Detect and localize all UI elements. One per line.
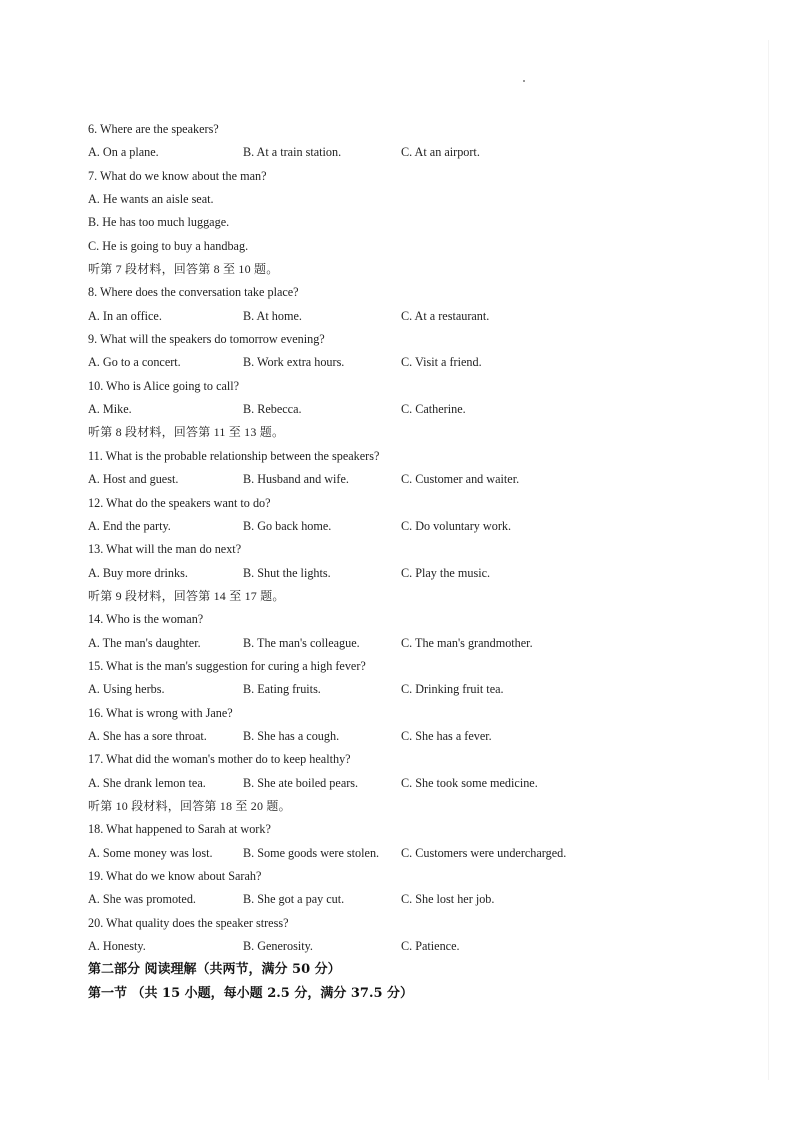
option-b: B. Some goods were stolen. — [243, 845, 380, 860]
answer-options-row — [88, 632, 768, 655]
option-a: A. She was promoted. — [88, 892, 196, 907]
question-line: 18. What happened to Sarah at work? — [88, 822, 271, 837]
listening-instruction: 听第 7 段材料，回答第 8 至 10 题。 — [88, 262, 279, 277]
answer-options-row — [88, 935, 768, 958]
option-c: C. The man's grandmother. — [401, 635, 533, 650]
option-c: C. Patience. — [401, 939, 460, 954]
answer-options-row — [88, 515, 768, 538]
option-b: B. At home. — [243, 308, 302, 323]
question-line: 16. What is wrong with Jane? — [88, 705, 233, 720]
question-line: 8. Where does the conversation take place? — [88, 285, 299, 300]
question-line: 14. Who is the woman? — [88, 612, 204, 627]
option-b: B. She ate boiled pears. — [243, 775, 359, 790]
page-edge-line — [768, 40, 769, 1080]
answer-options-row — [88, 842, 768, 865]
option-c: C. Customer and waiter. — [401, 472, 520, 487]
answer-options-row — [88, 888, 768, 911]
question-line: 11. What is the probable relationship between the speakers? — [88, 448, 380, 463]
option-b: B. Work extra hours. — [243, 355, 345, 370]
option-b: B. At a train station. — [243, 145, 342, 160]
option-a: A. She drank lemon tea. — [88, 775, 206, 790]
option-b: B. Shut the lights. — [243, 565, 331, 580]
answer-options-row — [88, 141, 768, 164]
option-c: C. She took some medicine. — [401, 775, 538, 790]
answer-options-row — [88, 725, 768, 748]
option-c: C. She lost her job. — [401, 892, 495, 907]
question-line: 7. What do we know about the man? — [88, 168, 267, 183]
section-heading: 第二部分 阅读理解（共两节，满分 50 分） — [88, 962, 341, 978]
option-b: B. The man's colleague. — [243, 635, 360, 650]
option-c: C. Do voluntary work. — [401, 518, 512, 533]
option-c: C. Catherine. — [401, 402, 466, 417]
answer-options-row — [88, 398, 768, 421]
option-b: B. Generosity. — [243, 939, 313, 954]
question-line: C. He is going to buy a handbag. — [88, 238, 249, 253]
option-c: C. Drinking fruit tea. — [401, 682, 504, 697]
option-a: A. Honesty. — [88, 939, 146, 954]
page-mark — [523, 80, 525, 82]
answer-options-row — [88, 562, 768, 585]
option-a: A. In an office. — [88, 308, 162, 323]
question-line: B. He has too much luggage. — [88, 215, 230, 230]
option-a: A. Mike. — [88, 402, 132, 417]
answer-options-row — [88, 772, 768, 795]
option-a: A. The man's daughter. — [88, 635, 201, 650]
option-c: C. She has a fever. — [401, 728, 492, 743]
option-c: C. At a restaurant. — [401, 308, 490, 323]
listening-instruction: 听第 8 段材料，回答第 11 至 13 题。 — [88, 425, 285, 440]
question-line: 15. What is the man's suggestion for curing a high fever? — [88, 658, 366, 673]
option-b: B. She has a cough. — [243, 728, 340, 743]
option-c: C. Customers were undercharged. — [401, 845, 567, 860]
option-a: A. Using herbs. — [88, 682, 165, 697]
option-a: A. Go to a concert. — [88, 355, 181, 370]
question-line: 13. What will the man do next? — [88, 542, 242, 557]
option-a: A. Some money was lost. — [88, 845, 213, 860]
option-c: C. Play the music. — [401, 565, 491, 580]
option-c: C. At an airport. — [401, 145, 480, 160]
section-heading: 第一节 （共 15 小题，每小题 2.5 分，满分 37.5 分） — [88, 985, 414, 1001]
question-line: A. He wants an aisle seat. — [88, 192, 214, 207]
exam-content — [88, 118, 768, 1005]
option-b: B. Go back home. — [243, 518, 332, 533]
option-a: A. Buy more drinks. — [88, 565, 188, 580]
question-line: 20. What quality does the speaker stress? — [88, 915, 289, 930]
question-line: 6. Where are the speakers? — [88, 122, 219, 136]
question-line: 12. What do the speakers want to do? — [88, 495, 271, 510]
question-line: 17. What did the woman's mother do to keep healthy? — [88, 752, 351, 767]
option-a: A. On a plane. — [88, 145, 159, 160]
answer-options-row — [88, 351, 768, 374]
option-a: A. She has a sore throat. — [88, 728, 207, 743]
option-a: A. Host and guest. — [88, 472, 179, 487]
answer-options-row — [88, 678, 768, 701]
answer-options-row — [88, 305, 768, 328]
question-line: 10. Who is Alice going to call? — [88, 378, 240, 393]
option-b: B. Eating fruits. — [243, 682, 321, 697]
option-a: A. End the party. — [88, 518, 171, 533]
option-c: C. Visit a friend. — [401, 355, 482, 370]
listening-instruction: 听第 10 段材料，回答第 18 至 20 题。 — [88, 798, 291, 813]
question-line: 9. What will the speakers do tomorrow evening? — [88, 332, 325, 347]
option-b: B. She got a pay cut. — [243, 892, 345, 907]
listening-instruction: 听第 9 段材料，回答第 14 至 17 题。 — [88, 588, 285, 603]
option-b: B. Rebecca. — [243, 402, 302, 417]
answer-options-row — [88, 468, 768, 491]
question-line: 19. What do we know about Sarah? — [88, 869, 262, 883]
option-b: B. Husband and wife. — [243, 472, 349, 487]
